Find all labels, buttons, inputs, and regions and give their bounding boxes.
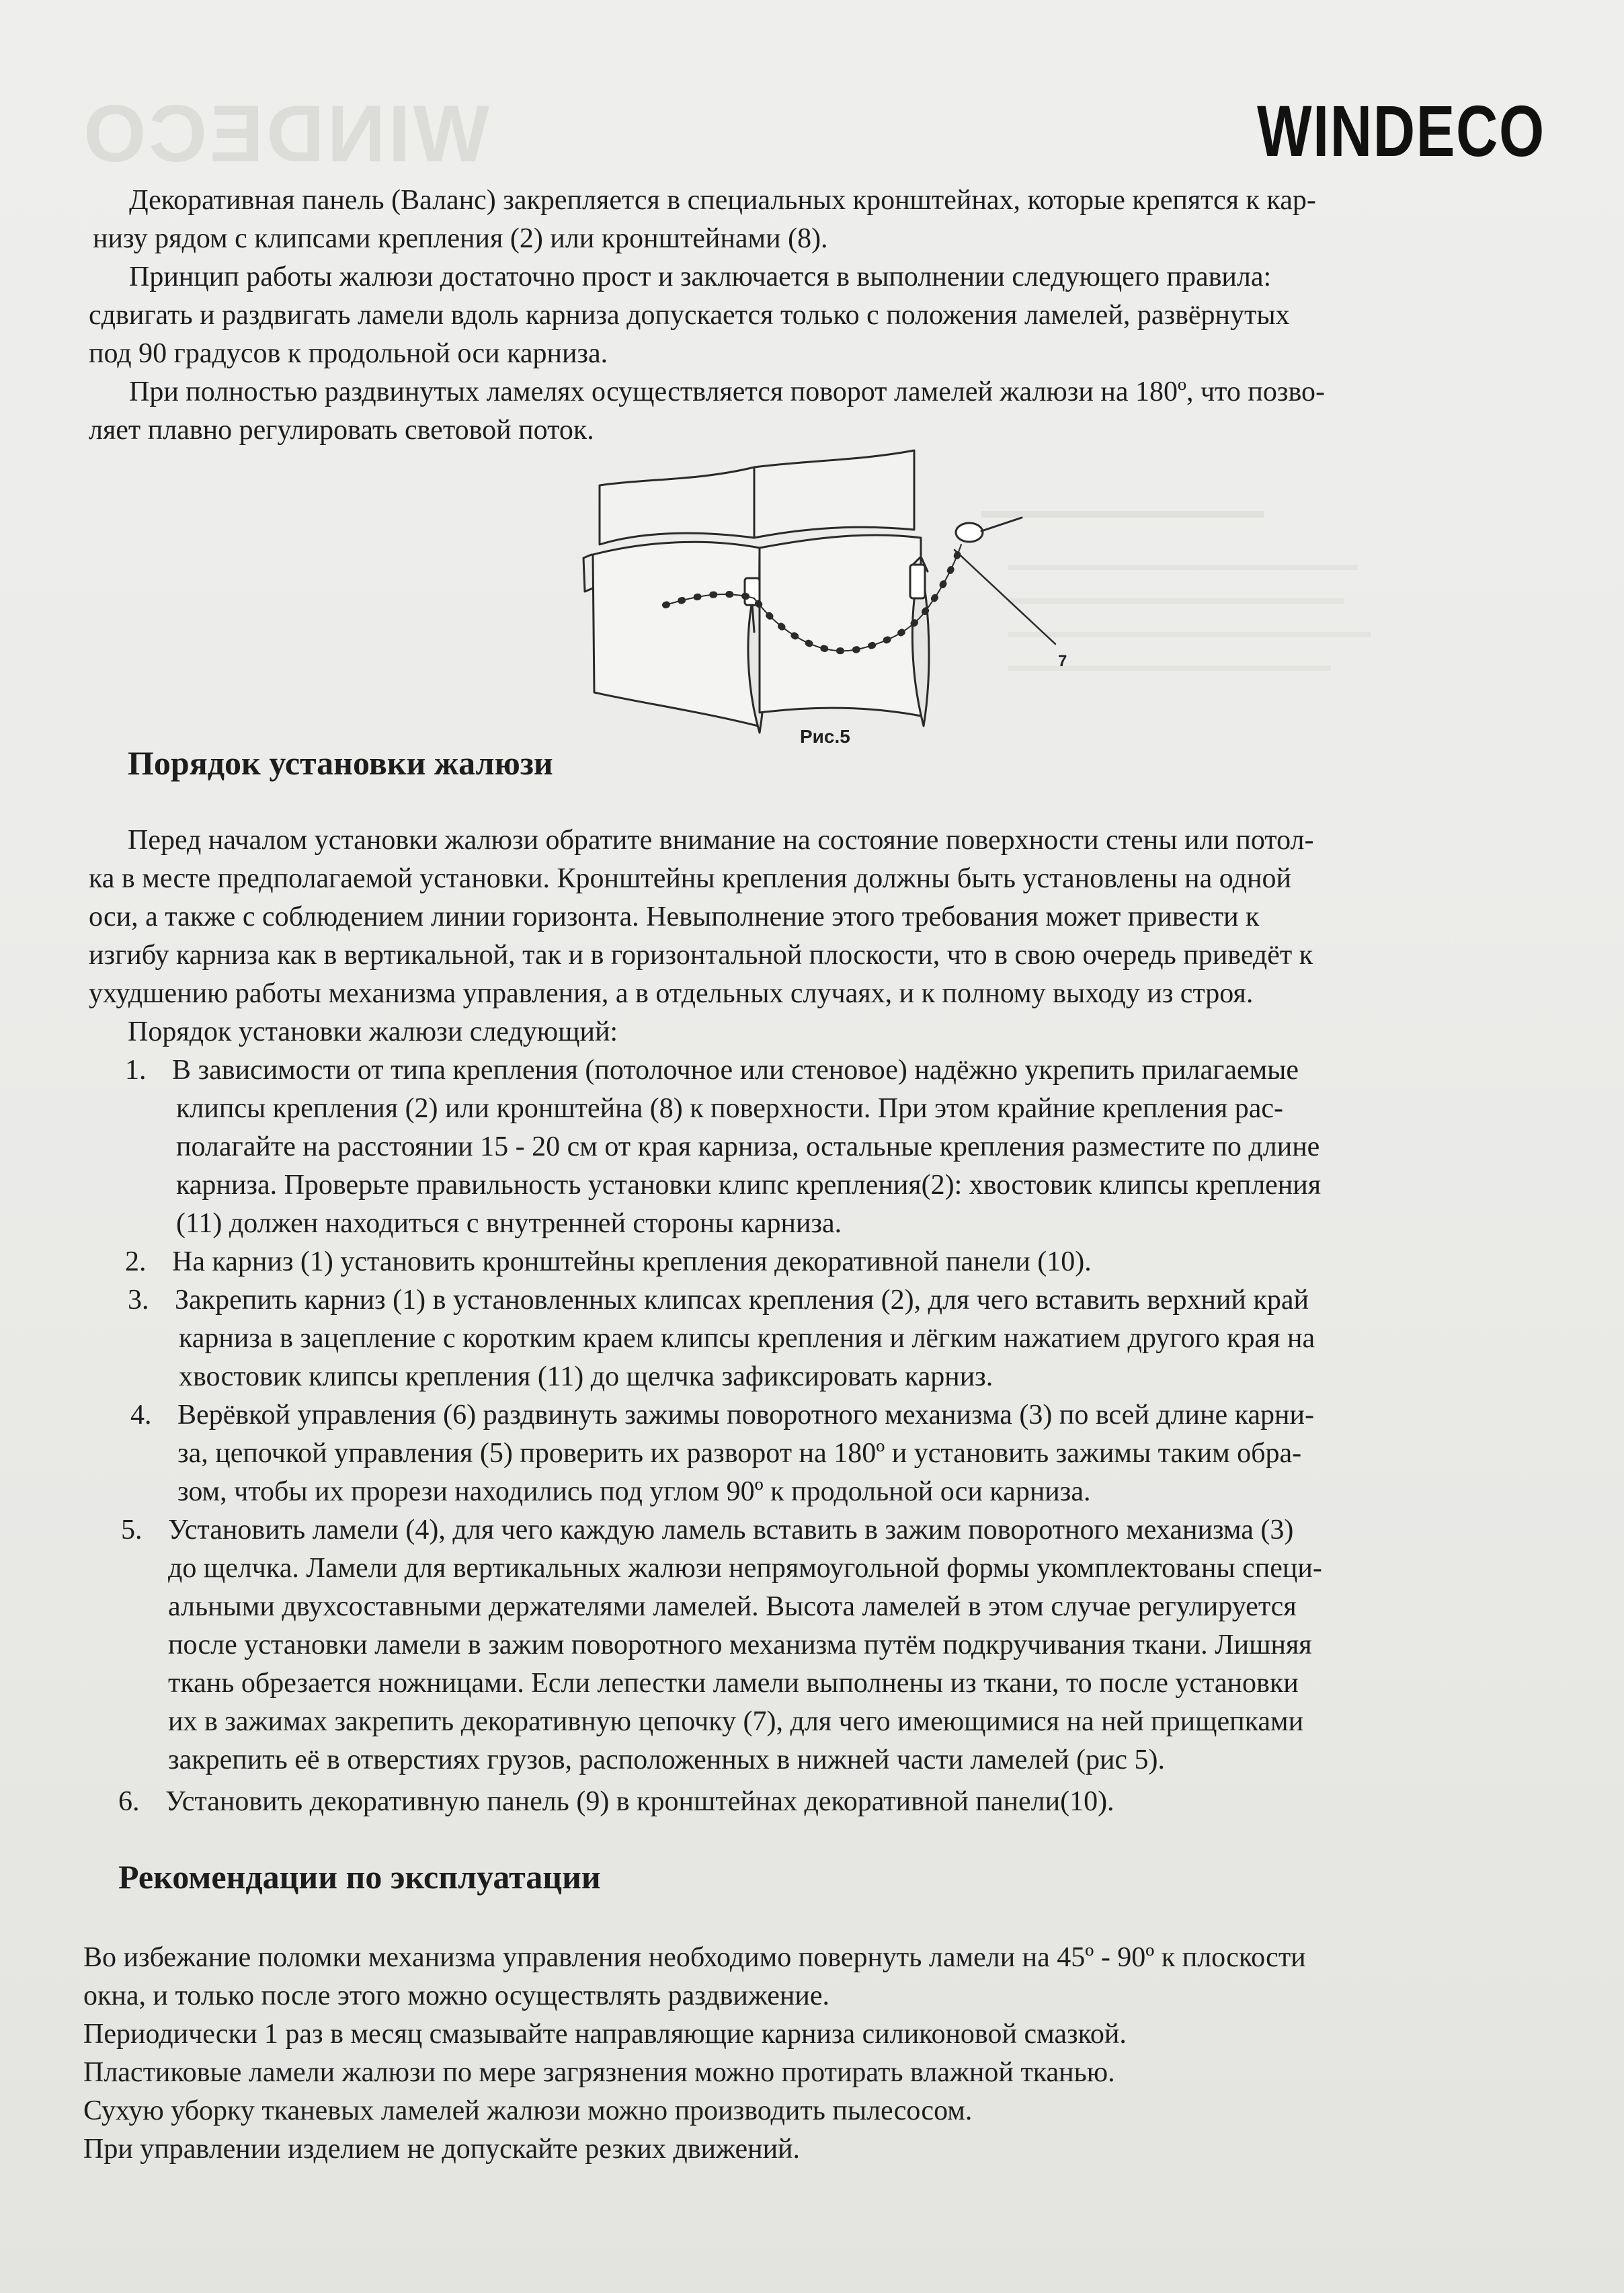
intro-paragraph-2	[129, 258, 1271, 296]
step-3	[128, 1281, 1315, 1396]
installation-heading: Порядок установки жалюзи	[128, 744, 553, 782]
step-4-line-3: зом, чтобы их прорези находились под углом 90º к продольной оси карниза.	[177, 1476, 1091, 1507]
right-slat-top	[754, 450, 914, 538]
brand-logo: WINDECO	[1257, 90, 1545, 171]
chain-end-weight	[956, 523, 983, 542]
step-5	[121, 1511, 1322, 1779]
recommendations-heading: Рекомендации по эксплуатации	[118, 1858, 601, 1896]
installation-intro	[128, 821, 1314, 860]
intro-p3-line-1: При полностью раздвинутых ламелях осуществляется поворот ламелей жалюзи на 180º, что позво-	[129, 376, 1326, 407]
step-1-line-2: клипсы крепления (2) или кронштейна (8) к поверхности. При этом крайние крепления рас-	[176, 1093, 1284, 1124]
left-slat-top	[600, 467, 754, 545]
installation-intro-line-3: оси, а также с соблюдением линии горизонта. Невыполнение этого требования может привести к	[89, 901, 1260, 932]
recommendations-list	[83, 1939, 1306, 2169]
step-3-line-3: хвостовик клипсы крепления (11) до щелчка зафиксировать карниз.	[179, 1361, 993, 1392]
intro-p2-line-1: Принцип работы жалюзи достаточно прост и заключается в выполнении следующего правила:	[129, 262, 1272, 292]
step-1	[125, 1051, 1321, 1243]
installation-intro-line-2: ка в месте предполагаемой установки. Кронштейны крепления должны быть установлены на одной	[89, 863, 1291, 894]
recommendation-line-1: Во избежание поломки механизма управления необходимо повернуть ламели на 45º - 90º к плоскости	[83, 1942, 1306, 1973]
intro-p3-line-2: ляет плавно регулировать световой поток.	[89, 415, 594, 446]
step-1-line-3: полагайте на расстоянии 15 - 20 см от края карниза, остальные крепления разместите по длине	[176, 1131, 1320, 1162]
label-7-leader	[955, 550, 1055, 644]
step-5-line-2: до щелчка. Ламели для вертикальных жалюзи непрямоугольной формы укомплектованы специ-	[168, 1553, 1322, 1584]
step-1-line-1: В зависимости от типа крепления (потолочное или стеновое) надёжно укрепить прилагаемые	[172, 1055, 1299, 1086]
step-3-number: 3.	[128, 1285, 149, 1316]
step-4-line-1: Верёвкой управления (6) раздвинуть зажимы поворотного механизма (3) по всей длине карни-	[177, 1400, 1314, 1431]
recommendation-line-4: Пластиковые ламели жалюзи по мере загрязнения можно протирать влажной тканью.	[83, 2057, 1115, 2088]
step-3-line-1: Закрепить карниз (1) в установленных клипсах крепления (2), для чего вставить верхний край	[175, 1285, 1309, 1316]
installation-order-label: Порядок установки жалюзи следующий:	[128, 1016, 618, 1047]
recommendation-line-6: При управлении изделием не допускайте резких движений.	[83, 2134, 801, 2165]
intro-p1-line-1: Декоративная панель (Валанс) закрепляется в специальных кронштейнах, которые крепятся к кар-	[129, 185, 1316, 216]
step-4-line-2: за, цепочкой управления (5) проверить их разворот на 180º и установить зажимы таким обра-	[177, 1438, 1302, 1469]
step-2-line-1: На карниз (1) установить кронштейны крепления декоративной панели (10).	[172, 1246, 1092, 1277]
left-slat-body	[593, 542, 760, 726]
step-4	[130, 1396, 1314, 1511]
figure-caption: Рис.5	[800, 726, 850, 747]
step-5-line-5: ткань обрезается ножницами. Если лепестки ламели выполнены из ткани, то после установки	[168, 1668, 1299, 1699]
step-6-line-1: Установить декоративную панель (9) в кронштейнах декоративной панели(10).	[165, 1786, 1114, 1817]
intro-paragraph-3	[129, 373, 1325, 411]
intro-paragraph-3-cont	[89, 411, 594, 450]
step-5-number: 5.	[121, 1515, 143, 1545]
intro-paragraph-2-cont	[89, 296, 1290, 373]
step-4-number: 4.	[130, 1400, 152, 1431]
recommendation-line-2: окна, и только после этого можно осуществлять раздвижение.	[83, 1980, 830, 2011]
vertical-blinds-figure	[578, 430, 1062, 753]
intro-p2-line-2: сдвигать и раздвигать ламели вдоль карниза допускается только с положения ламелей, развёрнутых	[89, 300, 1290, 331]
figure-label-7: 7	[1058, 652, 1067, 670]
intro-p1-line-2: низу рядом с клипсами крепления (2) или кронштейнами (8).	[93, 223, 828, 254]
installation-intro-line-1: Перед началом установки жалюзи обратите внимание на состояние поверхности стены или потол-	[128, 825, 1314, 856]
installation-intro-cont	[89, 860, 1313, 1013]
step-3-line-2: карниза в зацепление с коротким краем клипсы крепления и лёгким нажатием другого края на	[179, 1323, 1315, 1354]
step-5-line-4: после установки ламели в зажим поворотного механизма путём подкручивания ткани. Лишняя	[168, 1630, 1312, 1660]
step-2-number: 2.	[125, 1246, 147, 1277]
step-1-line-5: (11) должен находиться с внутренней стороны карниза.	[176, 1208, 842, 1239]
step-5-line-6: их в зажимах закрепить декоративную цепочку (7), для чего имеющимися на ней прищепками	[168, 1706, 1304, 1737]
step-5-line-7: закрепить её в отверстиях грузов, расположенных в нижней части ламелей (рис 5).	[168, 1744, 1166, 1775]
installation-intro-line-4: изгибу карниза как в вертикальной, так и в горизонтальной плоскости, что в свою очередь приведёт к	[89, 940, 1313, 971]
recommendation-line-3: Периодически 1 раз в месяц смазывайте направляющие карниза силиконовой смазкой.	[83, 2019, 1127, 2050]
intro-p2-line-3: под 90 градусов к продольной оси карниза.	[89, 338, 608, 369]
step-5-line-1: Установить ламели (4), для чего каждую ламель вставить в зажим поворотного механизма (3)	[168, 1515, 1294, 1545]
intro-paragraph-1-cont	[93, 220, 828, 258]
step-1-number: 1.	[125, 1055, 147, 1086]
step-2	[125, 1243, 1092, 1281]
installation-intro-line-5: ухудшению работы механизма управления, а в отдельных случаях, и к полному выходу из строя.	[89, 978, 1254, 1009]
intro-paragraph-1	[129, 182, 1316, 220]
recommendation-line-5: Сухую уборку тканевых ламелей жалюзи можно производить пылесосом.	[83, 2095, 973, 2126]
step-1-line-4: карниза. Проверьте правильность установки клипс крепления(2): хвостовик клипсы крепления	[176, 1170, 1322, 1201]
step-5-line-3: альными двухсоставными держателями ламелей. Высота ламелей в этом случае регулируется	[168, 1591, 1297, 1622]
step-6	[118, 1783, 1114, 1821]
mirrored-logo-watermark: WINDECO	[81, 89, 489, 179]
step-6-number: 6.	[118, 1786, 140, 1817]
